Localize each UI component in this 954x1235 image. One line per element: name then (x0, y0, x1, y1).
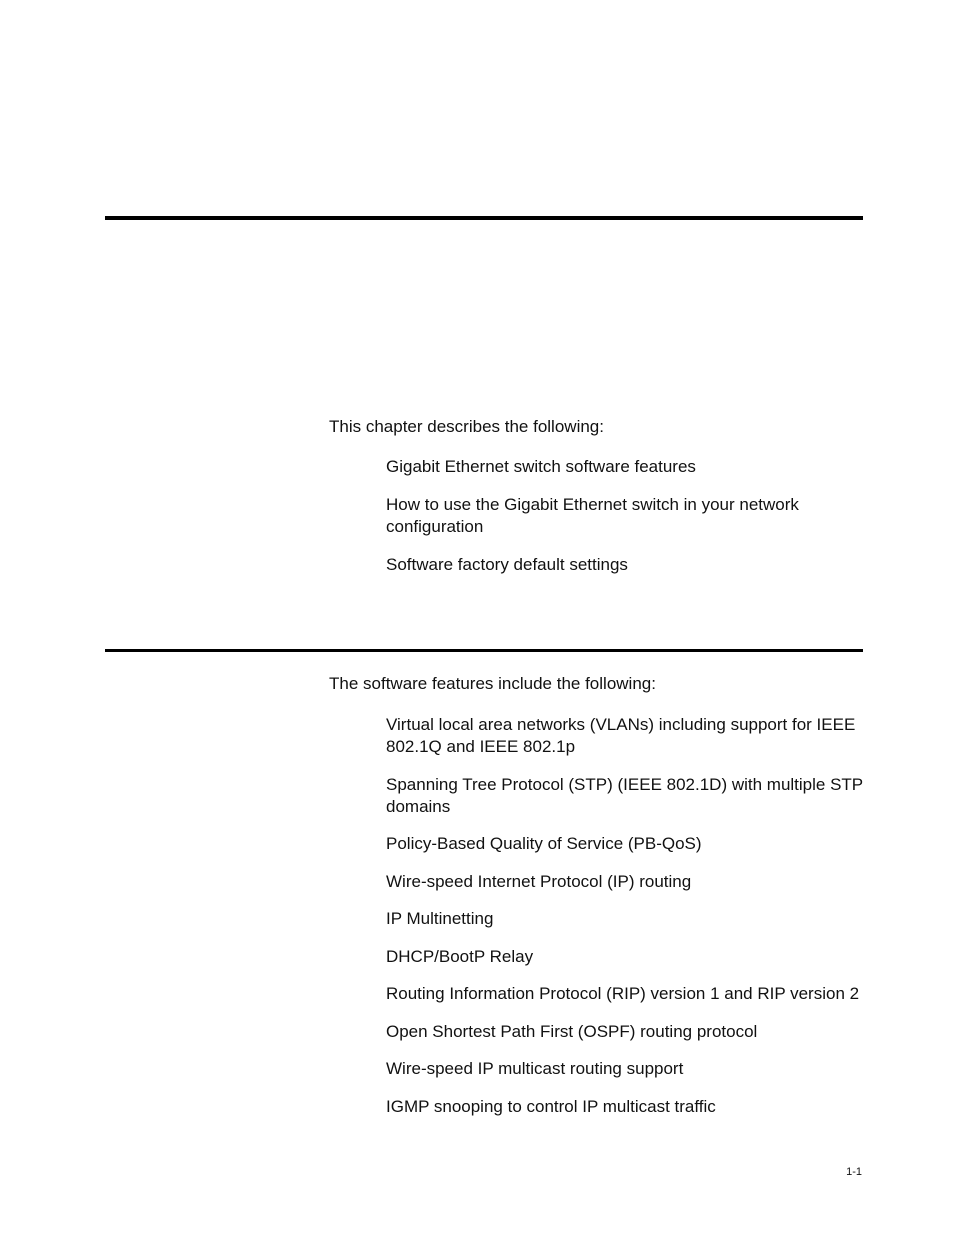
list-item: IP Multinetting (386, 909, 494, 928)
list-item: Routing Information Protocol (RIP) version 1 and RIP version 2 (386, 984, 860, 1003)
list-item: DHCP/BootP Relay (386, 946, 534, 966)
chapter-topics-list (386, 456, 866, 592)
list-item: Virtual local area networks (VLANs) including support for IEEE 802.1Q and IEEE 802.1p (386, 715, 856, 756)
chapter-title-rule (105, 216, 863, 220)
list-item: Wire-speed IP multicast routing support (386, 1059, 684, 1078)
list-item: Policy-Based Quality of Service (PB-QoS) (386, 834, 702, 853)
list-item: IGMP snooping to control IP multicast traffic (386, 1096, 716, 1116)
list-item: Software factory default settings (386, 555, 628, 574)
list-item: Spanning Tree Protocol (STP) (IEEE 802.1D) with multiple STP domains (386, 774, 863, 816)
section-rule (105, 649, 863, 652)
list-item: Gigabit Ethernet switch software features (386, 457, 696, 476)
chapter-intro-text: This chapter describes the following: (329, 417, 604, 436)
list-item: Wire-speed Internet Protocol (IP) routing (386, 871, 692, 891)
features-intro-text: The software features include the following: (329, 674, 656, 693)
page-number: 1-1 (846, 1166, 862, 1178)
list-item: How to use the Gigabit Ethernet switch in your network configuration (386, 495, 799, 536)
software-features-list (386, 714, 866, 1133)
list-item: Open Shortest Path First (OSPF) routing protocol (386, 1021, 758, 1041)
